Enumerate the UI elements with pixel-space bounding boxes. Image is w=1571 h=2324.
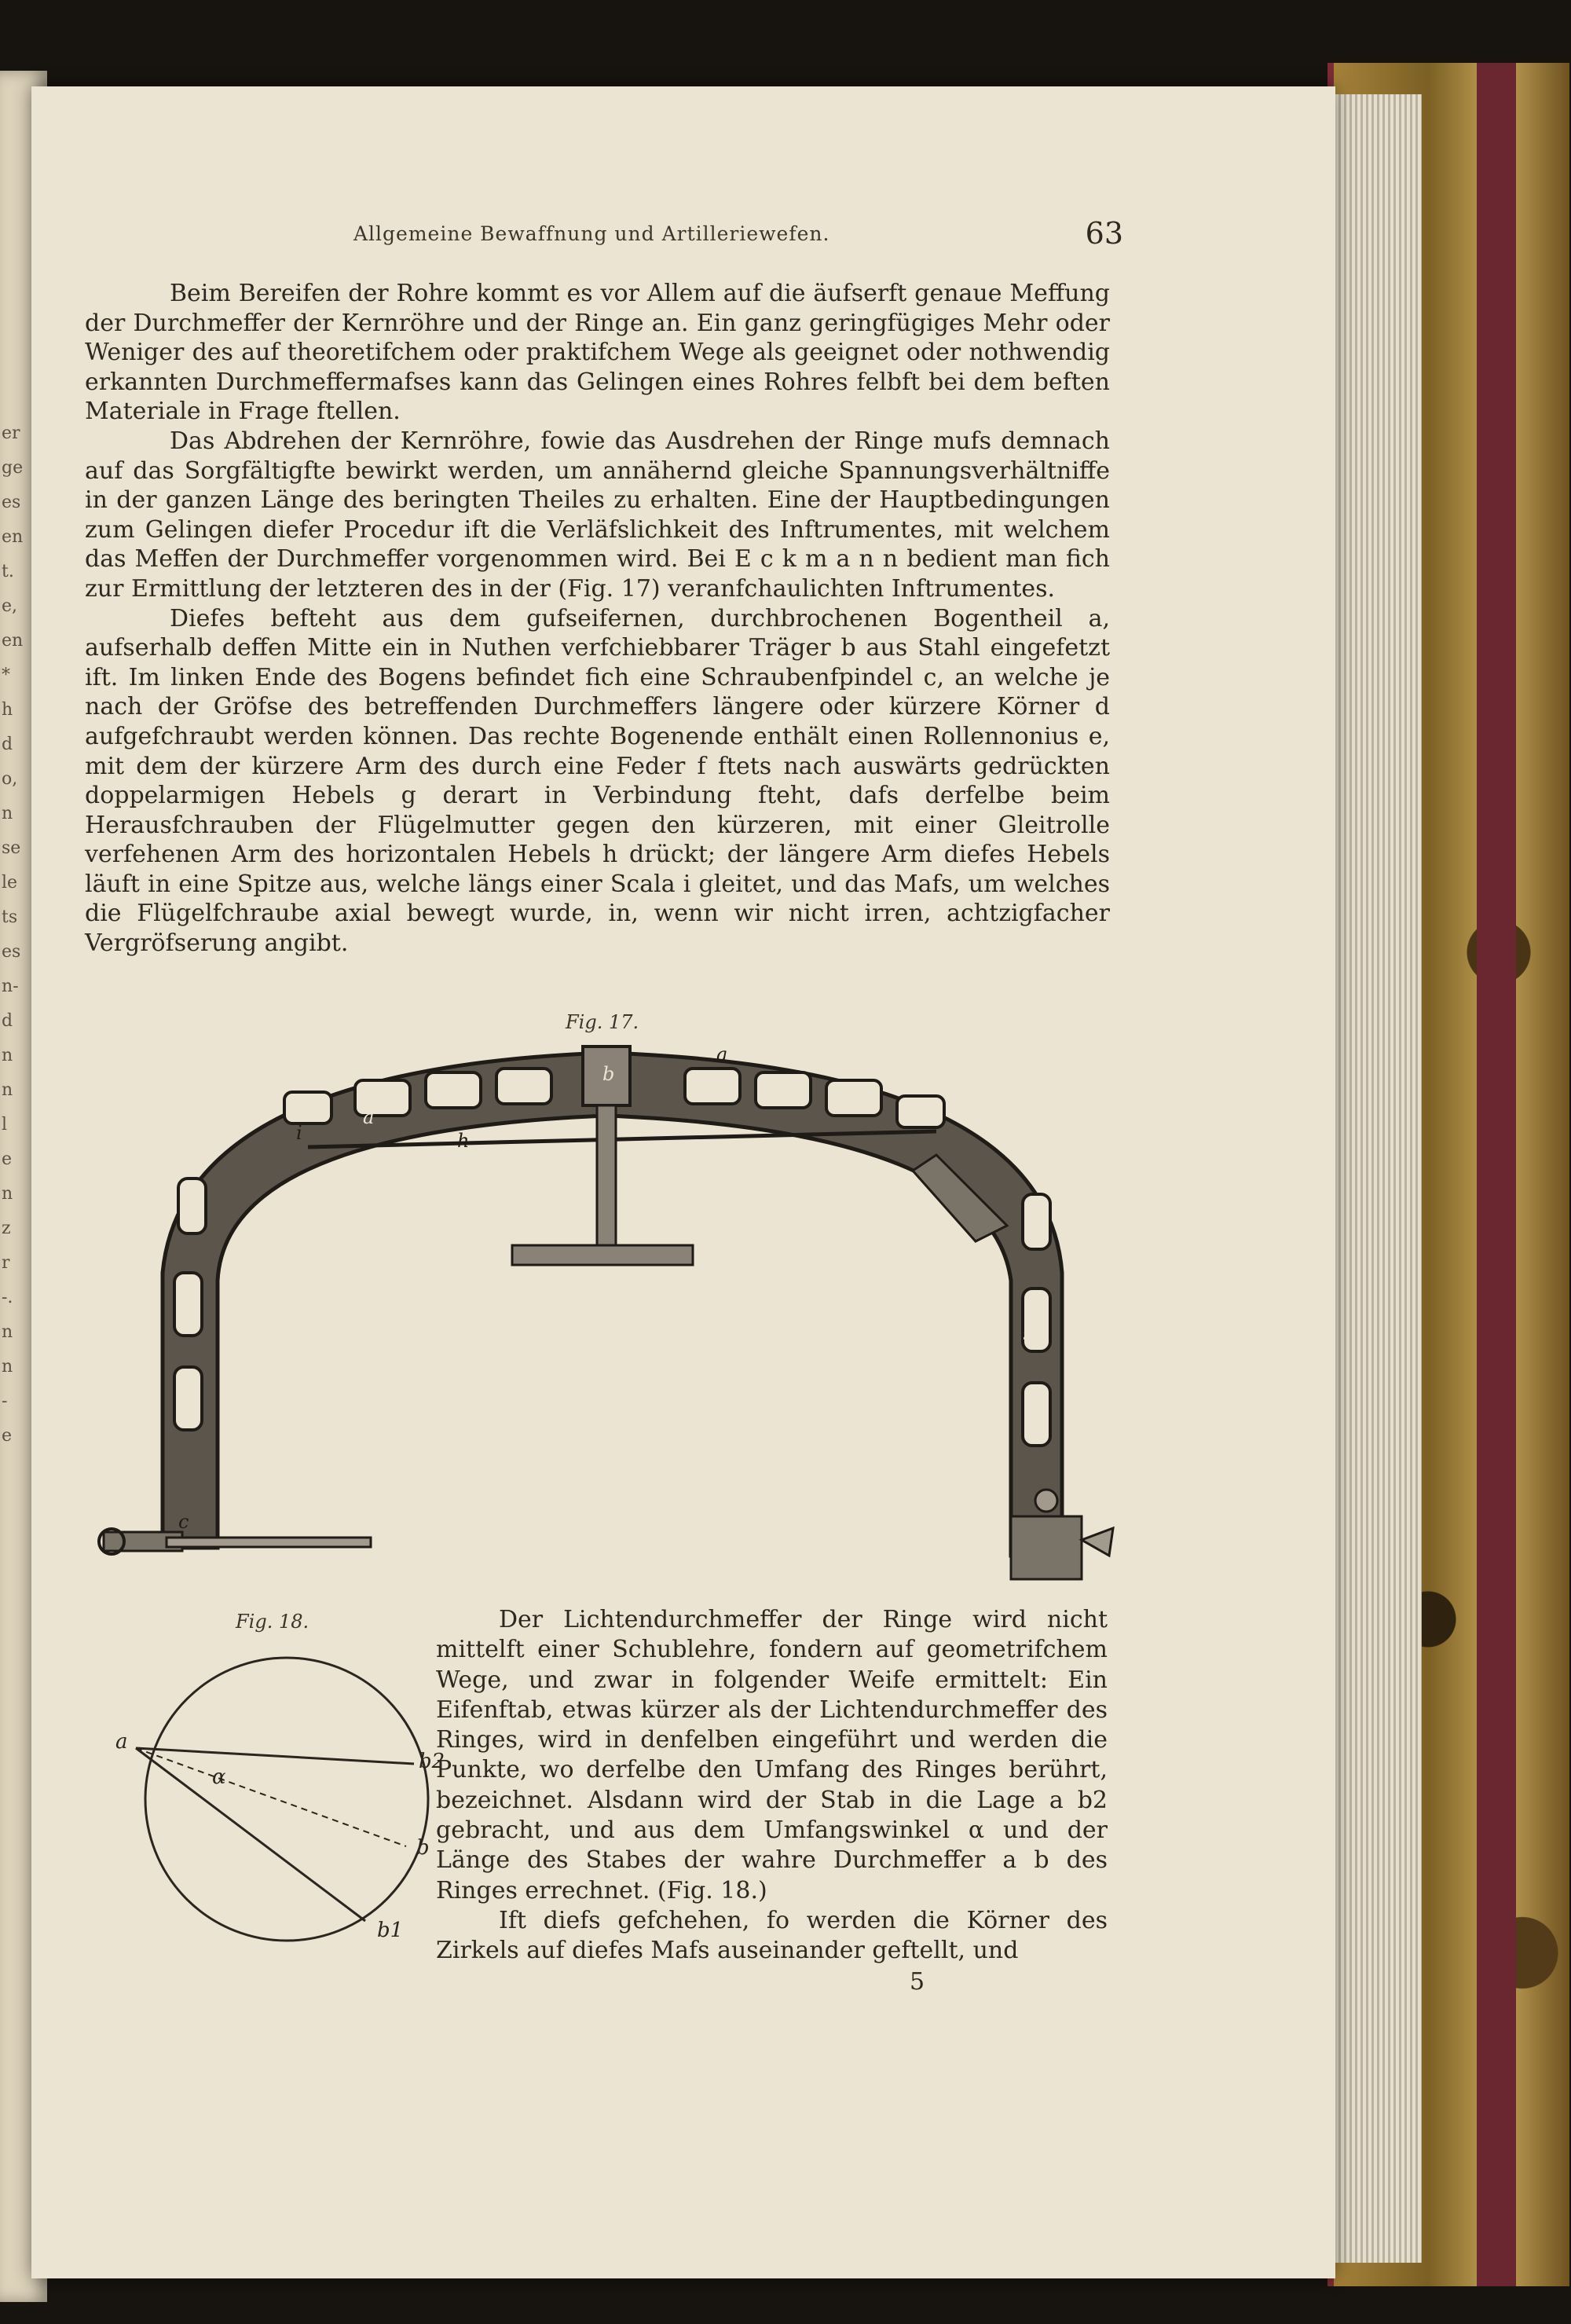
left-page-text-fragments [2,416,33,1453]
chord-a-b [136,1748,406,1846]
left-page-fragment-25: -. [2,1288,13,1307]
left-page-fragment-19: n [2,1080,13,1100]
left-page-fragment-11: n [2,804,13,823]
left-page-fragment-21: e [2,1149,13,1169]
page-number: 63 [1085,216,1123,251]
lower-paragraph-1: Der Lichtendurchmeffer der Ringe wird nicht mittelft einer Schublehre, fondern auf geometrifchem Wege, und zwar in folgender Weife ermittelt: Ein Eifenftab, etwas kürzer als der Lichtendurchmeffer des Ringes, wird in denfelben eingeführt und werden die Punkte, wo derfelbe den Umfang des Ringes berührt, bezeichnet. Alsdann wird der Stab in die Lage a b2 gebracht, und aus dem Umfangswinkel α und der Länge des Stabes der wahre Durchmeffer a b des Ringes errechnet. (Fig. 18.) [436,1606,1108,1904]
fig17-label-a-right: a [716,1043,728,1065]
fig18-label-b2: b2 [419,1750,445,1773]
left-page-fragment-2: es [2,493,21,512]
chord-a-b2 [136,1748,414,1764]
fig17-label-c: c [178,1511,189,1533]
roller-nonius-e [1011,1516,1082,1579]
lower-text [436,1605,1108,1967]
left-page-fragment-27: n [2,1357,13,1376]
fig17-label-h: h [457,1130,470,1152]
fig18-circle-diagram [106,1638,467,1952]
left-page-fragment-17: d [2,1011,13,1031]
fig18-label-alpha: α [212,1765,226,1789]
paragraph-1: Beim Bereifen der Rohre kommt es vor Allem auf die äufserft genaue Meffung der Durchmeffer der Kernröhre und der Ringe an. Ein ganz geringfügiges Mehr oder Weniger des auf theoretifchem oder praktifchem Wege als geeignet oder nothwendig erkannten Durchmeffermafses kann das Gelingen eines Rohres felbft bei dem beften Materiale in Frage ftellen. [85,280,1110,426]
lower-paragraph-2: Ift diefs gefchehen, fo werden die Körner des Zirkels auf diefes Mafs auseinander geftellt, und [436,1906,1108,1965]
left-page-fragment-22: n [2,1184,13,1204]
chord-a-b1 [136,1748,365,1921]
fig18-label-b1: b1 [377,1919,404,1942]
left-page-fragment-3: en [2,527,24,547]
left-page-fragment-28: - [2,1391,8,1411]
koerner-d [167,1538,371,1547]
left-page-fragment-13: le [2,873,18,893]
left-page-fragment-4: t. [2,562,14,581]
fig17-label-g: g [1023,1318,1035,1340]
carrier-foot [512,1245,693,1265]
left-page-fragment-8: h [2,700,13,720]
left-page-fragment-14: ts [2,907,18,927]
left-page-fragment-10: o, [2,769,18,789]
left-page-fragment-1: ge [2,458,24,478]
left-page-fragment-16: n- [2,977,19,996]
left-page-fragment-29: e [2,1426,13,1446]
running-head: Allgemeine Bewaffnung und Artilleriewefen. [353,222,830,245]
signature-mark: 5 [910,1968,925,1996]
paragraph-2: Das Abdrehen der Kernröhre, fowie das Ausdrehen der Ringe mufs demnach auf das Sorgfältigfte bewirkt werden, um annähernd gleiche Spannungsverhältniffe in der ganzen Länge des beringten Theiles zu erhalten. Eine der Hauptbedingungen zum Gelingen diefer Procedur ift die Verläfslichkeit des Inftrumentes, mit welchem das Meffen der Durchmeffer vorgenommen wird. Bei E c k m a n n bedient man fich zur Ermittlung der letzteren des in der (Fig. 17) veranfchaulichten Inftrumentes. [85,427,1110,603]
fig17-label-i: i [296,1122,302,1144]
fig18-label-b: b [416,1836,430,1860]
roller [1035,1490,1057,1512]
fig17-caption: Fig. 17. [566,1011,639,1033]
body-text [85,279,1110,959]
fig18-caption: Fig. 18. [236,1611,309,1633]
left-page-fragment-12: se [2,838,21,858]
carrier-stem [597,1105,616,1247]
fig18-label-a: a [115,1730,128,1754]
left-page-fragment-26: n [2,1322,13,1342]
paragraph-3: Diefes befteht aus dem gufseifernen, durchbrochenen Bogentheil a, aufserhalb deffen Mitte ein in Nuthen verfchiebbarer Träger b aus Stahl eingefetzt ift. Im linken Ende des Bogens befindet fich eine Schraubenfpindel c, an welche je nach der Gröfse des betreffenden Durchmeffers längere oder kürzere Körner d aufgefchraubt werden können. Das rechte Bogenende enthält einen Rollennonius e, mit dem der kürzere Arm des durch eine Feder f ftets nach auswärts gedrückten doppelarmigen Hebels g derart in Verbindung fteht, dafs derfelbe beim Herausfchrauben der Flügelmutter gegen den kürzeren, mit einer Gleitrolle verfehenen Arm des horizontalen Hebels h drückt; der längere Arm diefes Hebels läuft in eine Spitze aus, welche längs einer Scala i gleitet, und das Mafs, um welches die Flügelfchraube axial bewegt wurde, in, wenn wir nicht irren, achtzigfacher Vergröfserung angibt. [85,604,1110,958]
ring-circle [145,1658,428,1941]
left-page-fragment-6: en [2,631,24,651]
left-page-fragment-24: r [2,1253,10,1273]
page-header [353,216,1123,255]
left-page-fragment-5: e, [2,596,18,616]
left-page-fragment-20: l [2,1115,8,1135]
left-page-fragment-15: es [2,942,21,962]
book-cover-edge [1477,63,1516,2286]
left-page-fragment-23: z [2,1219,11,1238]
left-page-fragment-0: er [2,423,20,443]
left-page-fragment-18: n [2,1046,13,1065]
page-stack-edge [1327,94,1422,2263]
fig17-measuring-instrument [88,1037,1137,1603]
left-page-fragment-7: * [2,665,10,685]
wing-nut [1082,1528,1113,1556]
fig17-label-b: b [602,1063,615,1085]
fig17-label-a-left: a [363,1106,375,1128]
left-page-fragment-9: d [2,735,13,754]
